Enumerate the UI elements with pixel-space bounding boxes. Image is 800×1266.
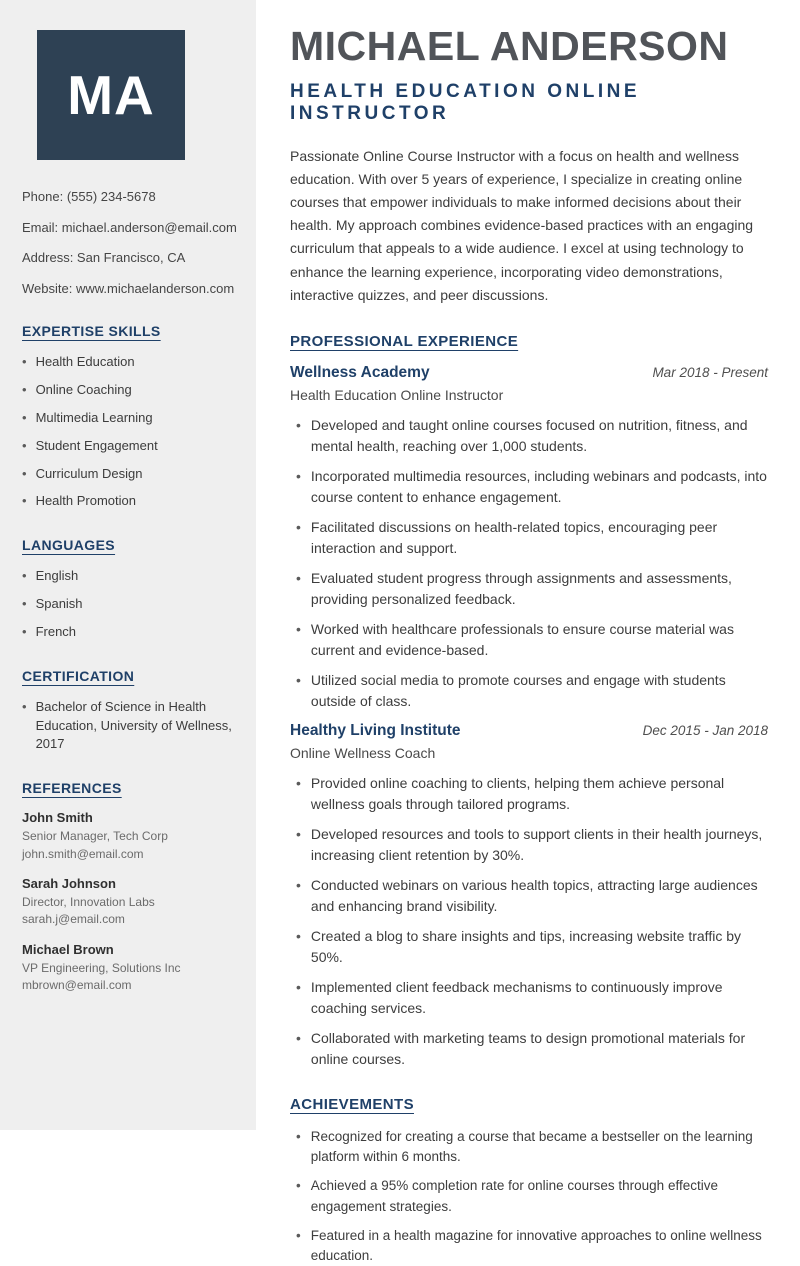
skill-item — [22, 492, 238, 511]
language-item — [22, 567, 238, 586]
bullet-icon: • — [22, 596, 27, 612]
references-section — [22, 780, 238, 994]
bullet-icon: • — [296, 467, 301, 484]
job-bullet-text: Incorporated multimedia resources, including webinars and podcasts, into course content to enhance engagement. — [310, 467, 767, 505]
bullet-icon: • — [296, 1178, 301, 1194]
company-name: Wellness Academy — [290, 363, 430, 381]
reference-email: sarah.j@email.com — [22, 912, 125, 927]
reference-entry — [22, 942, 238, 995]
bullet-icon: • — [296, 1128, 301, 1144]
bullet-icon: • — [296, 774, 301, 791]
reference-name: Michael Brown — [22, 941, 114, 957]
skill-label: Student Engagement — [35, 437, 158, 453]
language-item — [22, 595, 238, 614]
language-item — [22, 623, 238, 642]
job-dates: Mar 2018 - Present — [652, 364, 768, 380]
job-bullet — [290, 926, 768, 968]
certification-section — [22, 668, 238, 755]
reference-entry — [22, 810, 238, 863]
job-entry — [290, 364, 768, 712]
job-bullets — [290, 415, 768, 712]
reference-title: Director, Innovation Labs — [22, 895, 155, 910]
job-bullet-text: Created a blog to share insights and tips, increasing website traffic by 50%. — [310, 927, 741, 965]
languages-section — [22, 537, 238, 642]
job-header — [290, 364, 768, 382]
address-line: Address: San Francisco, CA — [22, 250, 186, 266]
job-bullet-text: Evaluated student progress through assignments and assessments, providing personalized feedback. — [310, 569, 732, 607]
skill-item — [22, 437, 238, 456]
skill-label: Curriculum Design — [35, 465, 143, 481]
job-bullet — [290, 517, 768, 559]
job-bullet-text: Provided online coaching to clients, helping them achieve personal wellness goals through tailored programs. — [310, 774, 725, 812]
skills-heading: EXPERTISE SKILLS — [22, 323, 161, 340]
reference-name: John Smith — [22, 810, 93, 826]
language-label: Spanish — [35, 596, 83, 612]
job-bullet — [290, 773, 768, 815]
experience-heading: PROFESSIONAL EXPERIENCE — [290, 332, 519, 350]
achievement-text: Featured in a health magazine for innovative approaches to online wellness education. — [310, 1227, 762, 1263]
job-bullet-text: Worked with healthcare professionals to ensure course material was current and evidence-based. — [310, 620, 734, 658]
bullet-icon: • — [296, 1029, 301, 1046]
bullet-icon: • — [296, 1227, 301, 1243]
reference-title: Senior Manager, Tech Corp — [22, 829, 168, 844]
bullet-icon: • — [22, 493, 27, 509]
job-bullet-text: Developed resources and tools to support clients in their health journeys, increasing client retention by 30%. — [310, 825, 763, 863]
job-bullet — [290, 568, 768, 610]
job-bullets — [290, 773, 768, 1070]
skill-label: Multimedia Learning — [35, 409, 153, 425]
references-heading: REFERENCES — [22, 780, 122, 797]
skills-section — [22, 323, 238, 511]
bullet-icon: • — [296, 825, 301, 842]
certification-item — [22, 698, 238, 755]
reference-email: mbrown@email.com — [22, 978, 132, 993]
bullet-icon: • — [22, 437, 27, 453]
job-bullet — [290, 415, 768, 457]
job-role: Online Wellness Coach — [290, 744, 436, 761]
job-bullet-text: Developed and taught online courses focused on nutrition, fitness, and mental health, reaching over 1,000 students. — [310, 416, 748, 454]
job-bullet — [290, 824, 768, 866]
bullet-icon: • — [296, 927, 301, 944]
job-bullet — [290, 466, 768, 508]
bullet-icon: • — [296, 876, 301, 893]
language-label: French — [35, 623, 77, 639]
skill-item — [22, 465, 238, 484]
languages-list — [22, 567, 238, 642]
job-bullet-text: Conducted webinars on various health topics, attracting large audiences and enhancing brand visibility. — [310, 876, 758, 914]
job-bullet-text: Facilitated discussions on health-related topics, encouraging peer interaction and support. — [310, 518, 718, 556]
company-name: Healthy Living Institute — [290, 721, 461, 739]
job-role: Health Education Online Instructor — [290, 386, 504, 403]
summary-paragraph: Passionate Online Course Instructor with a focus on health and wellness education. With over 5 years of experience, I specialize in creating online courses that empower individuals to make informed decisions about their health. My approach combines evidence-based practices with an engaging curriculum that appeals to a wide audience. I excel at using technology to enhance the learning experience, incorporating video demonstrations, interactive quizzes, and peer discussions. — [290, 148, 754, 303]
skill-item — [22, 409, 238, 428]
achievement-bullet — [290, 1176, 768, 1217]
languages-heading: LANGUAGES — [22, 537, 116, 554]
reference-email: john.smith@email.com — [22, 846, 144, 861]
achievements-bullets — [290, 1127, 768, 1266]
certification-heading: CERTIFICATION — [22, 667, 135, 684]
job-header — [290, 722, 768, 740]
bullet-icon: • — [296, 569, 301, 586]
experience-section — [290, 333, 768, 1070]
candidate-title: HEALTH EDUCATION ONLINE INSTRUCTOR — [290, 81, 641, 125]
main-content — [256, 0, 800, 1263]
skill-item — [22, 381, 238, 400]
reference-name: Sarah Johnson — [22, 876, 116, 892]
bullet-icon: • — [22, 465, 27, 481]
certification-list — [22, 698, 238, 755]
contact-info — [22, 188, 238, 297]
bullet-icon: • — [296, 671, 301, 688]
bullet-icon: • — [22, 568, 27, 584]
references-list — [22, 810, 238, 994]
sidebar — [0, 0, 256, 1130]
bullet-icon: • — [22, 623, 27, 639]
bullet-icon: • — [22, 698, 27, 714]
job-entry — [290, 722, 768, 1070]
bullet-icon: • — [296, 978, 301, 995]
certification-label: Bachelor of Science in Health Education, University of Wellness, 2017 — [35, 698, 232, 752]
achievements-heading: ACHIEVEMENTS — [290, 1095, 414, 1113]
bullet-icon: • — [296, 518, 301, 535]
job-bullet-text: Collaborated with marketing teams to design promotional materials for online courses. — [310, 1029, 746, 1067]
achievement-text: Recognized for creating a course that became a bestseller on the learning platform within 6 months. — [310, 1128, 753, 1164]
job-bullet — [290, 619, 768, 661]
initials-text: MA — [67, 64, 155, 126]
job-bullet-text: Implemented client feedback mechanisms to continuously improve coaching services. — [310, 978, 723, 1016]
achievement-bullet — [290, 1226, 768, 1266]
bullet-icon: • — [296, 416, 301, 433]
job-bullet — [290, 1028, 768, 1070]
job-bullet-text: Utilized social media to promote courses and engage with students outside of class. — [310, 671, 726, 709]
candidate-name: MICHAEL ANDERSON — [290, 23, 729, 69]
skill-label: Online Coaching — [35, 382, 132, 398]
bullet-icon: • — [22, 409, 27, 425]
language-label: English — [35, 568, 79, 584]
job-dates: Dec 2015 - Jan 2018 — [642, 722, 768, 738]
website-line: Website: www.michaelanderson.com — [22, 280, 235, 296]
achievement-text: Achieved a 95% completion rate for online courses through effective engagement strategies. — [310, 1178, 718, 1214]
achievements-section — [290, 1096, 768, 1266]
skill-label: Health Education — [35, 354, 135, 370]
job-bullet — [290, 977, 768, 1019]
reference-title: VP Engineering, Solutions Inc — [22, 960, 181, 975]
skill-label: Health Promotion — [35, 493, 137, 509]
achievement-bullet — [290, 1127, 768, 1168]
skills-list — [22, 353, 238, 511]
bullet-icon: • — [296, 620, 301, 637]
bullet-icon: • — [22, 382, 27, 398]
reference-entry — [22, 876, 238, 929]
job-bullet — [290, 670, 768, 712]
email-line: Email: michael.anderson@email.com — [22, 219, 237, 235]
initials-monogram — [37, 30, 185, 160]
bullet-icon: • — [22, 354, 27, 370]
skill-item — [22, 353, 238, 372]
job-bullet — [290, 875, 768, 917]
phone-line: Phone: (555) 234-5678 — [22, 189, 156, 204]
